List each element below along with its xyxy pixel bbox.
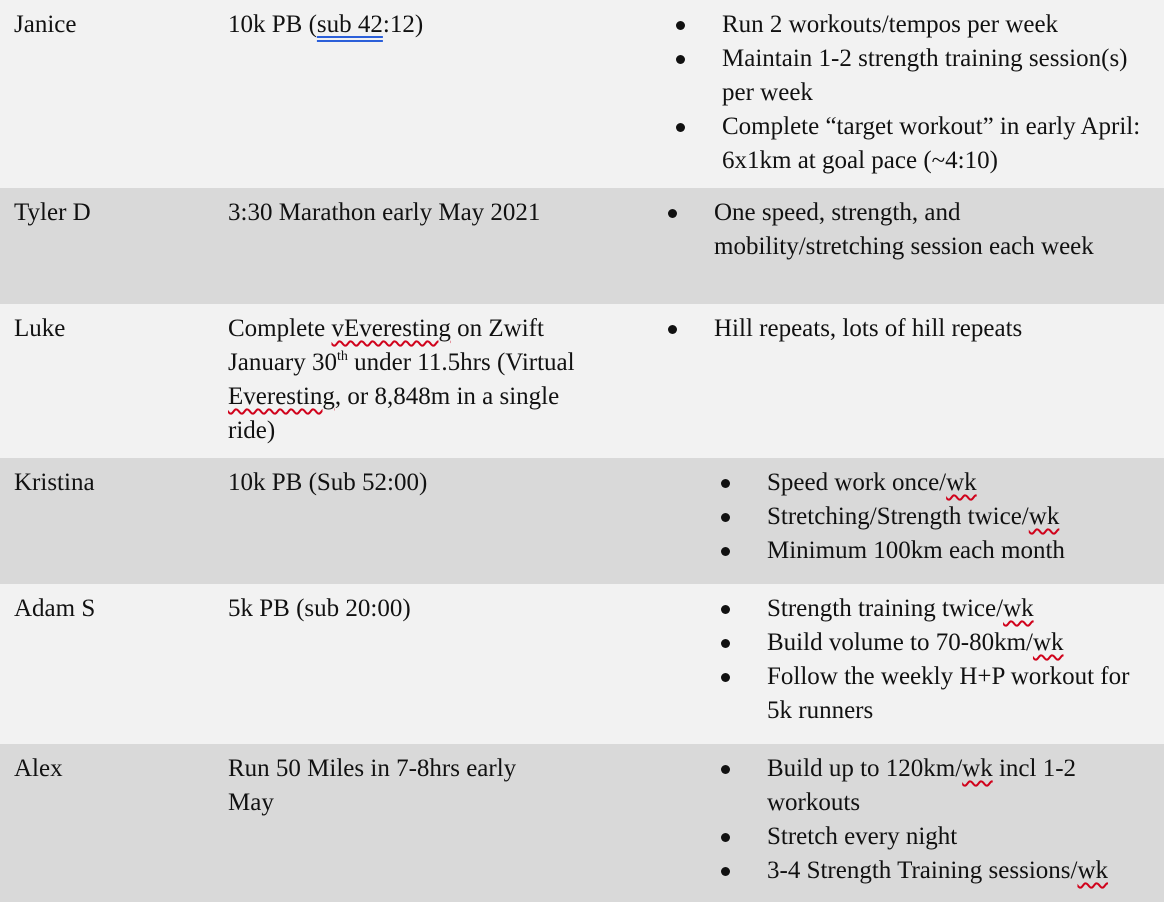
- bullet-icon: [721, 867, 730, 876]
- plan-item: [767, 660, 1159, 728]
- text-run: , or 8,848m in a single ride): [228, 383, 560, 444]
- athlete-name: Kristina: [14, 469, 95, 496]
- athlete-name: Alex: [14, 755, 63, 782]
- plan-item: [767, 534, 1159, 568]
- table-row: [0, 304, 1164, 458]
- plan-item: [767, 820, 1159, 854]
- text-run: 3-4 Strength Training sessions/: [767, 857, 1078, 884]
- athlete-name: Luke: [14, 315, 66, 342]
- plan-item: [767, 752, 1159, 820]
- bullet-icon: [721, 639, 730, 648]
- spellcheck-flagged-text: wk: [1032, 629, 1064, 656]
- text-run: Complete: [228, 315, 332, 342]
- table-row: [0, 584, 1164, 744]
- text-run: on Zwift January 30: [228, 315, 544, 376]
- spellcheck-flagged-text: vEveresting: [331, 315, 451, 342]
- bullet-icon: [721, 833, 730, 842]
- plan-list: [722, 8, 1142, 178]
- bullet-icon: [676, 123, 685, 132]
- text-run: Speed work once/: [767, 469, 947, 496]
- goal-text: [228, 466, 608, 500]
- plan-item: [714, 312, 1154, 346]
- bullet-icon: [721, 547, 730, 556]
- text-run: incl 1-2 workouts: [767, 755, 1077, 816]
- text-run: Run 50 Miles in 7-8hrs early May: [228, 755, 517, 816]
- bullet-icon: [668, 209, 677, 218]
- text-run: Stretch every night: [767, 823, 958, 850]
- bullet-icon: [721, 479, 730, 488]
- table-row: [0, 188, 1164, 304]
- bullet-icon: [721, 673, 730, 682]
- bullet-icon: [676, 21, 685, 30]
- spellcheck-flagged-text: wk: [1077, 857, 1109, 884]
- goal-text: [228, 312, 608, 448]
- plan-list: [767, 592, 1159, 728]
- text-run: 10k PB (: [228, 11, 317, 38]
- text-run: Run 2 workouts/tempos per week: [722, 11, 1059, 38]
- athlete-name: Tyler D: [14, 199, 91, 226]
- bullet-icon: [721, 513, 730, 522]
- bullet-icon: [676, 55, 685, 64]
- text-run: One speed, strength, and mobility/stretching session each week: [714, 199, 1094, 260]
- text-run: :12): [382, 11, 424, 38]
- text-run: under 11.5hrs (Virtual: [347, 349, 575, 376]
- goal-text: [228, 196, 608, 230]
- text-run: Maintain 1-2 strength training session(s) per week: [722, 45, 1128, 106]
- text-run: th: [337, 349, 348, 364]
- plan-item: [767, 466, 1159, 500]
- athlete-name: Adam S: [14, 595, 96, 622]
- spellcheck-flagged-text: wk: [1028, 503, 1060, 530]
- text-run: Minimum 100km each month: [767, 537, 1065, 564]
- plan-item: [722, 8, 1142, 42]
- spellcheck-flagged-text: Everesting: [228, 383, 335, 410]
- plan-item: [767, 626, 1159, 660]
- bullet-icon: [721, 605, 730, 614]
- goal-text: [228, 752, 568, 820]
- plan-item: [767, 500, 1159, 534]
- goal-text: [228, 592, 608, 626]
- text-run: Strength training twice/: [767, 595, 1004, 622]
- plan-item: [722, 42, 1142, 110]
- plan-list: [767, 466, 1159, 568]
- text-run: Follow the weekly H+P workout for 5k runners: [767, 663, 1130, 724]
- plan-list: [767, 752, 1159, 888]
- plan-list: [714, 312, 1154, 346]
- text-run: Hill repeats, lots of hill repeats: [714, 315, 1023, 342]
- plan-item: [722, 110, 1142, 178]
- text-run: 3:30 Marathon early May 2021: [228, 199, 541, 226]
- text-run: 10k PB (Sub 52:00): [228, 469, 428, 496]
- bullet-icon: [668, 325, 677, 334]
- table-row: [0, 0, 1164, 188]
- plan-item: [767, 854, 1159, 888]
- text-run: Stretching/Strength twice/: [767, 503, 1029, 530]
- table-row: [0, 744, 1164, 902]
- bullet-icon: [721, 765, 730, 774]
- spellcheck-flagged-text: wk: [962, 755, 993, 782]
- plan-list: [714, 196, 1154, 264]
- athlete-name: Janice: [14, 11, 77, 38]
- plan-item: [767, 592, 1159, 626]
- text-run: Build up to 120km/: [767, 755, 963, 782]
- spellcheck-flagged-text: wk: [1003, 595, 1034, 622]
- text-run: sub 42: [316, 11, 383, 38]
- table-row: [0, 458, 1164, 584]
- plan-item: [714, 196, 1154, 264]
- goal-text: [228, 8, 608, 42]
- text-run: Build volume to 70-80km/: [767, 629, 1033, 656]
- text-run: 5k PB (sub 20:00): [228, 595, 411, 622]
- text-run: Complete “target workout” in early April: 6x1km at goal pace (~4:10): [722, 113, 1141, 174]
- spellcheck-flagged-text: wk: [946, 469, 977, 496]
